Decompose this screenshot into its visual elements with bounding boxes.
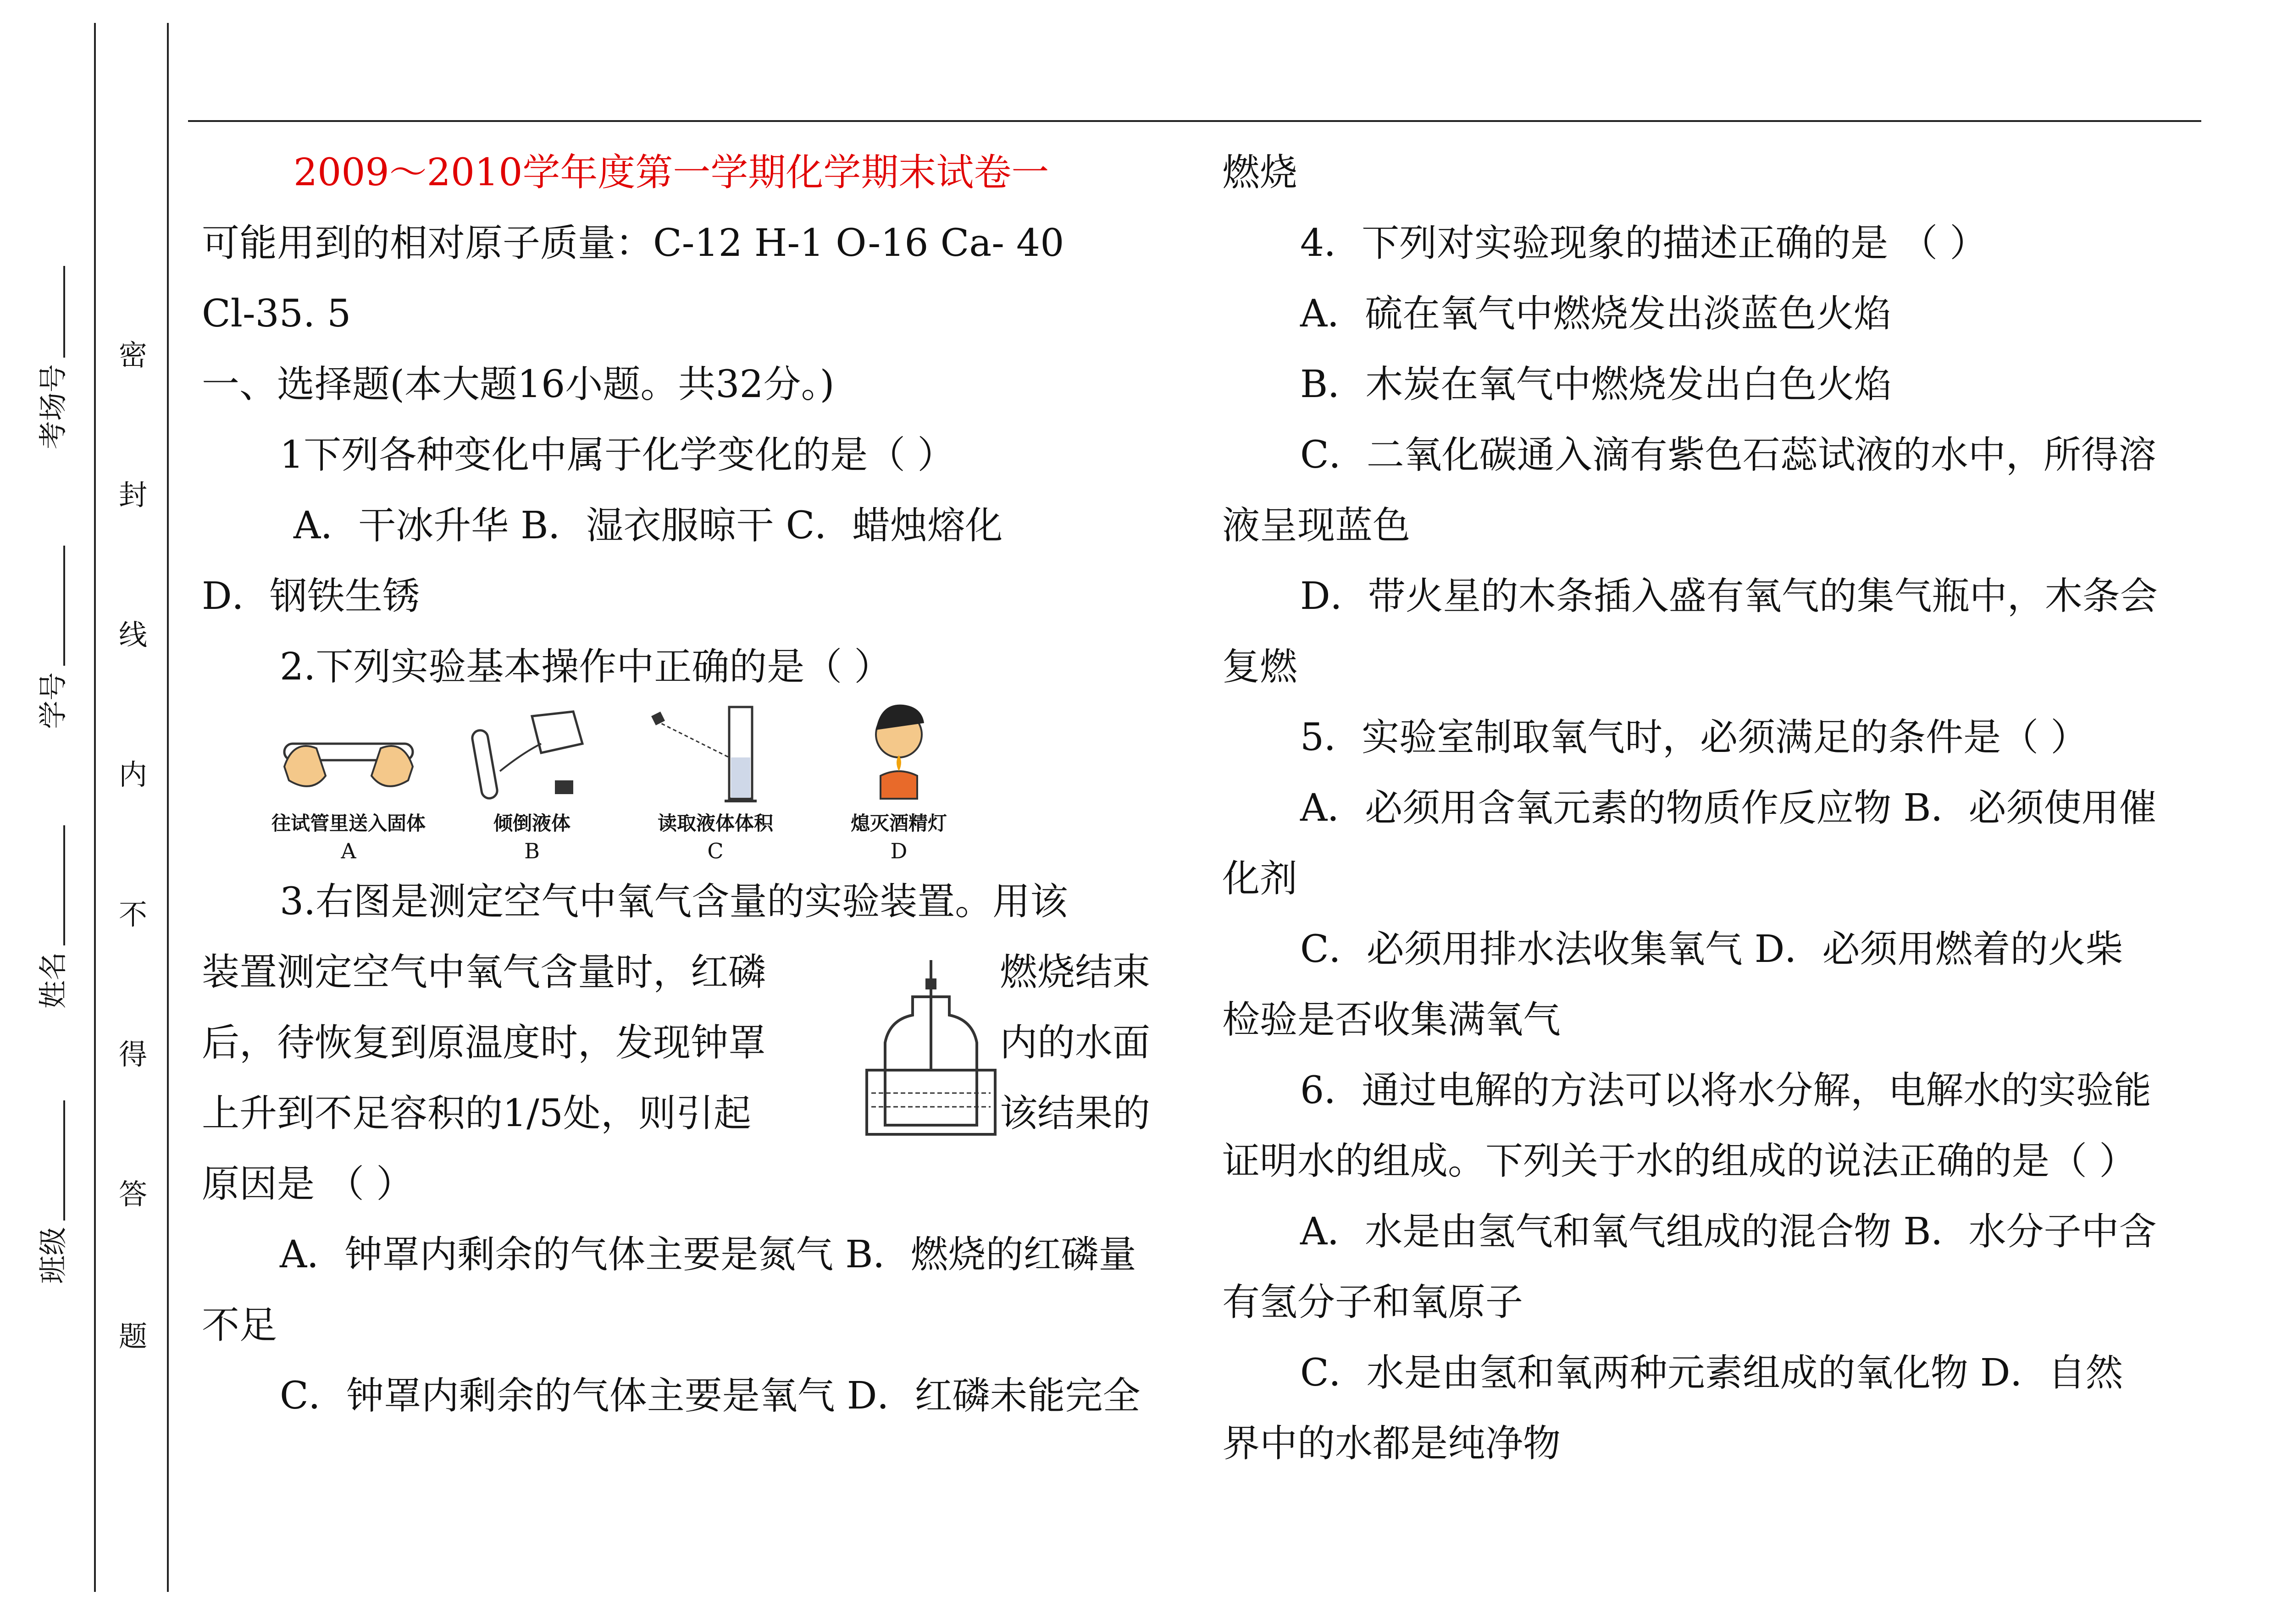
pouring-liquid-icon [449, 702, 615, 808]
q2-stem: 2.下列实验基本操作中正确的是（ ） [280, 645, 892, 689]
q6-option-cd: C．水是由氢和氧两种元素组成的氧化物 D．自然 [1300, 1351, 2123, 1395]
name-underline [36, 825, 65, 945]
q4-option-d-cont: 复燃 [1222, 645, 1298, 689]
q6-option-d-cont: 界中的水都是纯净物 [1222, 1422, 1561, 1465]
left-column [202, 138, 1197, 1431]
atomic-masses-line2: Cl-35. 5 [202, 292, 351, 336]
q4-option-a: A．硫在氧气中燃烧发出淡蓝色火焰 [1300, 292, 1892, 336]
q4-stem: 4．下列对实验现象的描述正确的是 （ ） [1300, 221, 1988, 265]
q1-options: A．干冰升华 B．湿衣服晾干 C．蜡烛熔化 [294, 504, 1003, 547]
q3-line1: 3.右图是测定空气中氧气含量的实验装置。用该 [280, 880, 1068, 923]
q1-option-d: D．钢铁生锈 [202, 574, 420, 618]
binding-char: 线 [118, 618, 147, 652]
q6-option-b-cont: 有氢分子和氧原子 [1222, 1281, 1523, 1324]
q3-right-text [1000, 937, 1150, 1149]
figure-d [816, 702, 981, 877]
class-underline [36, 1100, 65, 1221]
class-label: 班级 [36, 1226, 70, 1284]
name-label: 姓名 [36, 951, 70, 1009]
student-id-field[interactable] [18, 546, 83, 729]
binding-char: 密 [118, 338, 147, 372]
q5-option-b-cont: 化剂 [1222, 857, 1298, 900]
q4-option-c: C．二氧化碳通入滴有紫色石蕊试液的水中，所得溶 [1300, 433, 2156, 477]
figure-c-letter: C [707, 839, 724, 863]
exam-room-underline [36, 266, 65, 358]
q3-option-b-cont: 不足 [202, 1304, 277, 1347]
q3-right-line: 内的水面 [1000, 1021, 1151, 1065]
figure-c [633, 702, 798, 877]
test-tube-hands-icon [266, 702, 431, 808]
header-rule [188, 120, 2201, 122]
exam-title: 2009～2010学年度第一学期化学期末试卷一 [294, 151, 1049, 194]
figure-b-letter: B [524, 839, 540, 863]
q4-option-c-cont: 液呈现蓝色 [1222, 504, 1411, 547]
q3-wrap [202, 937, 1197, 1220]
q5-option-ab: A．必须用含氧元素的物质作反应物 B．必须使用催 [1300, 786, 2157, 830]
right-column [1222, 138, 2222, 1479]
q1-stem: 1下列各种变化中属于化学变化的是（ ） [280, 433, 955, 477]
q3-right-line: 该结果的 [1000, 1092, 1151, 1135]
q2-figures [202, 702, 1197, 877]
figure-d-letter: D [890, 839, 908, 863]
blowing-lamp-icon [816, 702, 981, 808]
q6-stem: 6．通过电解的方法可以将水分解，电解水的实验能 [1300, 1069, 2152, 1112]
binding-char: 封 [118, 478, 147, 512]
binding-line-inner [167, 23, 169, 1592]
class-field[interactable] [18, 1100, 83, 1284]
binding-line-outer [94, 23, 96, 1592]
student-id-label: 学号 [36, 672, 70, 729]
binding-char: 不 [118, 898, 147, 931]
q4-option-b: B．木炭在氧气中燃烧发出白色火焰 [1300, 363, 1892, 406]
q5-option-cd: C．必须用排水法收集氧气 D．必须用燃着的火柴 [1300, 928, 2123, 971]
figure-a-letter: A [341, 839, 356, 863]
figure-b [449, 702, 615, 877]
figure-b-caption: 倾倒液体 [493, 812, 570, 834]
q4-option-d: D．带火星的木条插入盛有氧气的集气瓶中，木条会 [1300, 574, 2158, 618]
q6-option-ab: A．水是由氢气和氧气组成的混合物 B．水分子中含 [1300, 1210, 2157, 1254]
exam-room-field[interactable] [18, 266, 83, 449]
q3-left-line: 上升到不足容积的1/5处，则引起 [202, 1092, 751, 1135]
q3-left-line: 后，待恢复到原温度时，发现钟罩 [202, 1021, 766, 1065]
q3-end-line: 原因是 （ ） [202, 1162, 414, 1206]
name-field[interactable] [18, 825, 83, 1009]
q5-option-d-cont: 检验是否收集满氧气 [1222, 998, 1561, 1042]
figure-c-caption: 读取液体体积 [657, 812, 773, 834]
figure-a-caption: 往试管里送入固体 [271, 812, 426, 834]
binding-char: 答 [118, 1177, 147, 1211]
q3-option-ab: A．钟罩内剩余的气体主要是氮气 B．燃烧的红磷量 [280, 1233, 1136, 1276]
figure-a [266, 702, 431, 877]
q3-option-cd: C．钟罩内剩余的气体主要是氧气 D．红磷未能完全 [280, 1374, 1141, 1418]
q3-left-line: 装置测定空气中氧气含量时，红磷 [202, 950, 766, 994]
q3-right-line: 燃烧结束 [1000, 950, 1151, 994]
exam-room-label: 考场号 [36, 364, 70, 449]
q3-left-text [202, 937, 766, 1220]
graduated-cylinder-icon [633, 702, 798, 808]
student-id-underline [36, 546, 65, 666]
q5-stem: 5．实验室制取氧气时，必须满足的条件是（ ） [1300, 716, 2088, 759]
section-heading: 一、选择题(本大题16小题。共32分。) [202, 363, 835, 406]
binding-char: 题 [118, 1320, 147, 1353]
figure-d-caption: 熄灭酒精灯 [850, 812, 947, 834]
atomic-masses-line1: 可能用到的相对原子质量：C-12 H-1 O-16 Ca- 40 [202, 221, 1064, 265]
q3-option-d-cont: 燃烧 [1222, 151, 1298, 194]
binding-char: 内 [118, 758, 147, 791]
bell-jar-apparatus-icon [862, 956, 1000, 1139]
binding-char: 得 [118, 1038, 147, 1071]
q6-stem-cont: 证明水的组成。下列关于水的组成的说法正确的是（ ） [1222, 1139, 2137, 1183]
